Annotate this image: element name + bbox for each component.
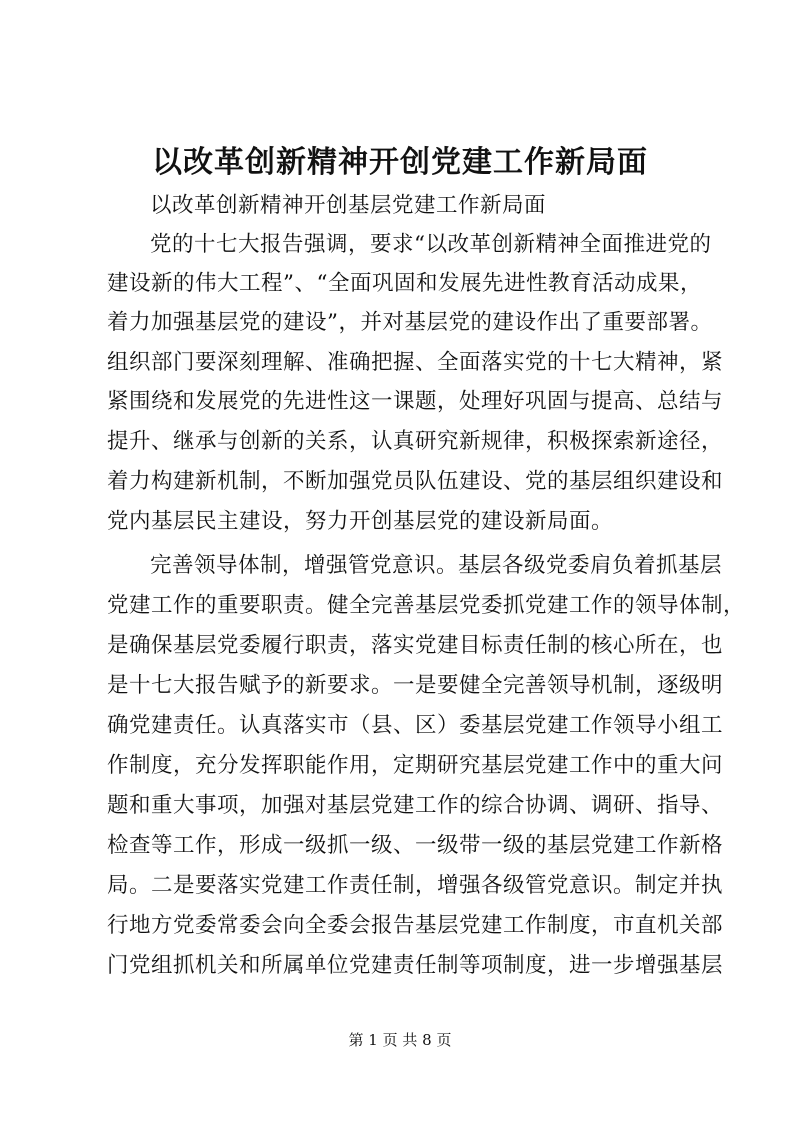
paragraph-2-line-4: 是十七大报告赋予的新要求。一是要健全完善领导机制，逐级明: [107, 673, 724, 698]
paragraph-2-line-6: 作制度，充分发挥职能作用，定期研究基层党建工作中的重大问: [107, 753, 724, 778]
paragraph-1-line-8: 党内基层民主建设，努力开创基层党的建设新局面。: [107, 509, 614, 534]
paragraph-1-line-7: 着力构建新机制，不断加强党员队伍建设、党的基层组织建设和: [107, 469, 724, 494]
page-number: 第 1 页 共 8 页: [348, 1031, 452, 1049]
paragraph-1-line-2: 建设新的伟大工程”、“全面巩固和发展先进性教育活动成果，: [107, 271, 702, 296]
paragraph-1-line-5: 紧围绕和发展党的先进性这一课题，处理好巩固与提高、总结与: [107, 389, 724, 414]
paragraph-2-line-8: 检查等工作，形成一级抓一级、一级带一级的基层党建工作新格: [107, 833, 724, 858]
paragraph-1-line-4: 组织部门要深刻理解、准确把握、全面落实党的十七大精神，紧: [107, 350, 724, 375]
paragraph-1-line-3: 着力加强基层党的建设”，并对基层党的建设作出了重要部署。: [107, 310, 713, 335]
paragraph-1-line-6: 提升、继承与创新的关系，认真研究新规律，积极探索新途径，: [107, 429, 724, 454]
document-subtitle: 以改革创新精神开创基层党建工作新局面: [150, 193, 547, 218]
paragraph-2-line-11: 门党组抓机关和所属单位党建责任制等项制度，进一步增强基层: [107, 953, 724, 978]
paragraph-2-line-3: 是确保基层党委履行职责，落实党建目标责任制的核心所在，也: [107, 633, 724, 658]
paragraph-2-line-5: 确党建责任。认真落实市（县、区）委基层党建工作领导小组工: [107, 713, 724, 738]
document-title: 以改革创新精神开创党建工作新局面: [152, 145, 648, 180]
paragraph-1-line-1: 党的十七大报告强调，要求“以改革创新精神全面推进党的: [150, 232, 712, 257]
paragraph-2-line-2: 党建工作的重要职责。健全完善基层党委抓党建工作的领导体制，: [107, 593, 746, 618]
paragraph-2-line-7: 题和重大事项，加强对基层党建工作的综合协调、调研、指导、: [107, 793, 724, 818]
paragraph-2-line-10: 行地方党委常委会向全委会报告基层党建工作制度，市直机关部: [107, 913, 724, 938]
paragraph-2-line-1: 完善领导体制，增强管党意识。基层各级党委肩负着抓基层: [150, 553, 723, 578]
paragraph-2-line-9: 局。二是要落实党建工作责任制，增强各级管党意识。制定并执: [107, 873, 724, 898]
